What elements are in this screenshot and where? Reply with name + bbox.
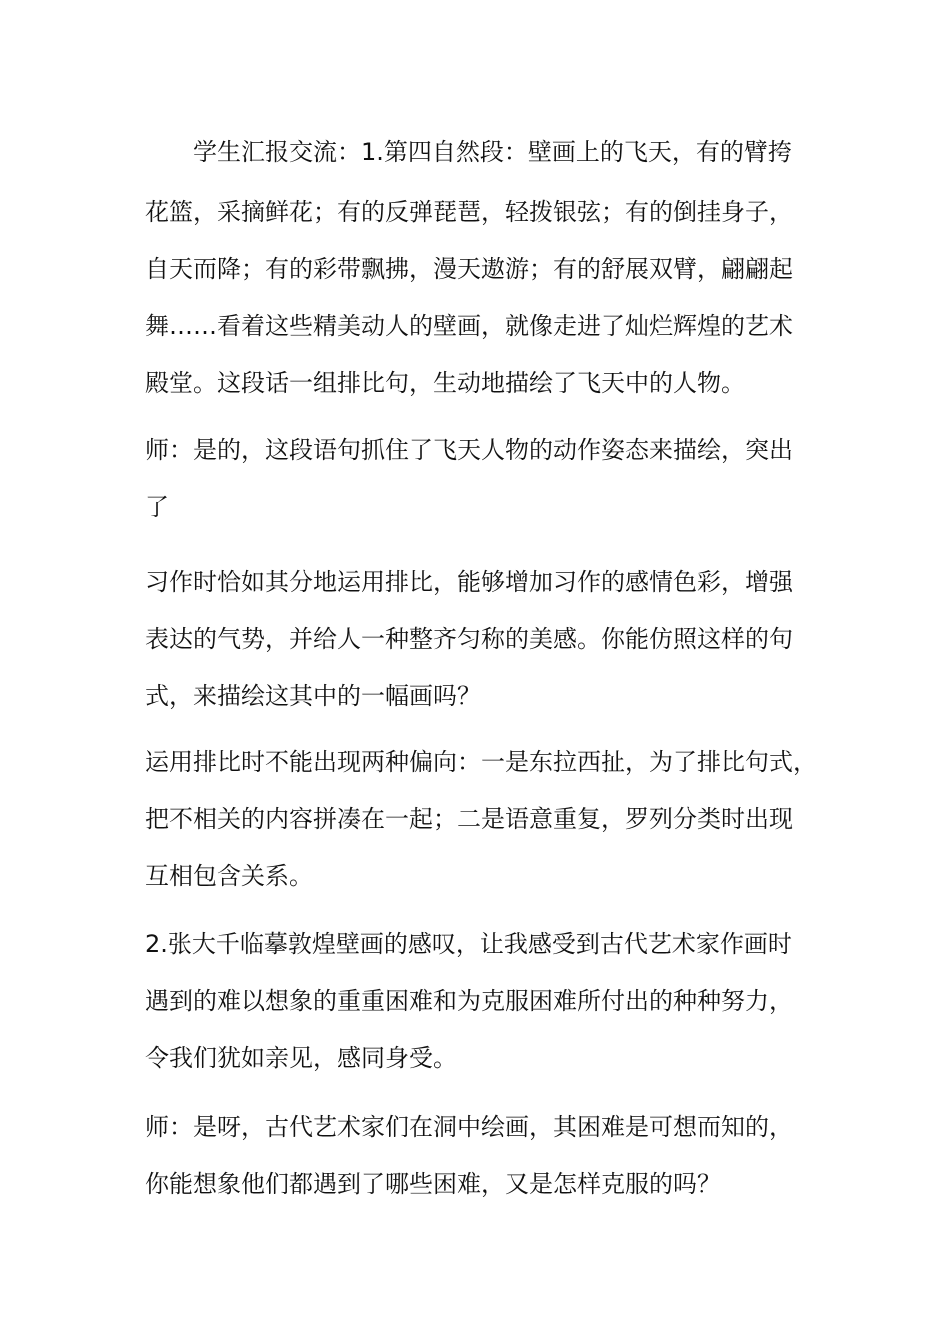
paragraph-3-line-1: 习作时恰如其分地运用排比，能够增加习作的感情色彩，增强 [145,568,793,596]
paragraph-6-line-1: 师：是呀，古代艺术家们在洞中绘画，其困难是可想而知的， [145,1113,793,1141]
paragraph-4-line-1: 运用排比时不能出现两种偏向：一是东拉西扯，为了排比句式， [145,748,817,776]
paragraph-6-line-2: 你能想象他们都遇到了哪些困难，又是怎样克服的吗？ [145,1170,721,1198]
paragraph-1-line-3: 自天而降；有的彩带飘拂，漫天遨游；有的舒展双臂，翩翩起 [145,255,793,283]
paragraph-1-line-2: 花篮，采摘鲜花；有的反弹琵琶，轻拨银弦；有的倒挂身子， [145,198,793,226]
paragraph-1-line-1: 学生汇报交流：1.第四自然段：壁画上的飞天，有的臂挎 [193,138,792,166]
paragraph-3-line-3: 式，来描绘这其中的一幅画吗？ [145,682,481,710]
paragraph-2-line-2: 了 [145,493,169,521]
paragraph-4-line-3: 互相包含关系。 [145,862,313,890]
paragraph-4-line-2: 把不相关的内容拼凑在一起；二是语意重复，罗列分类时出现 [145,805,793,833]
paragraph-5-line-3: 令我们犹如亲见，感同身受。 [145,1044,457,1072]
paragraph-5-line-2: 遇到的难以想象的重重困难和为克服困难所付出的种种努力， [145,987,793,1015]
paragraph-5-line-1: 2.张大千临摹敦煌壁画的感叹，让我感受到古代艺术家作画时 [145,930,792,958]
paragraph-1-line-5: 殿堂。这段话一组排比句，生动地描绘了飞天中的人物。 [145,369,745,397]
paragraph-2-line-1: 师：是的，这段语句抓住了飞天人物的动作姿态来描绘，突出 [145,436,793,464]
paragraph-1-line-4: 舞……看着这些精美动人的壁画，就像走进了灿烂辉煌的艺术 [145,312,793,340]
paragraph-3-line-2: 表达的气势，并给人一种整齐匀称的美感。你能仿照这样的句 [145,625,793,653]
